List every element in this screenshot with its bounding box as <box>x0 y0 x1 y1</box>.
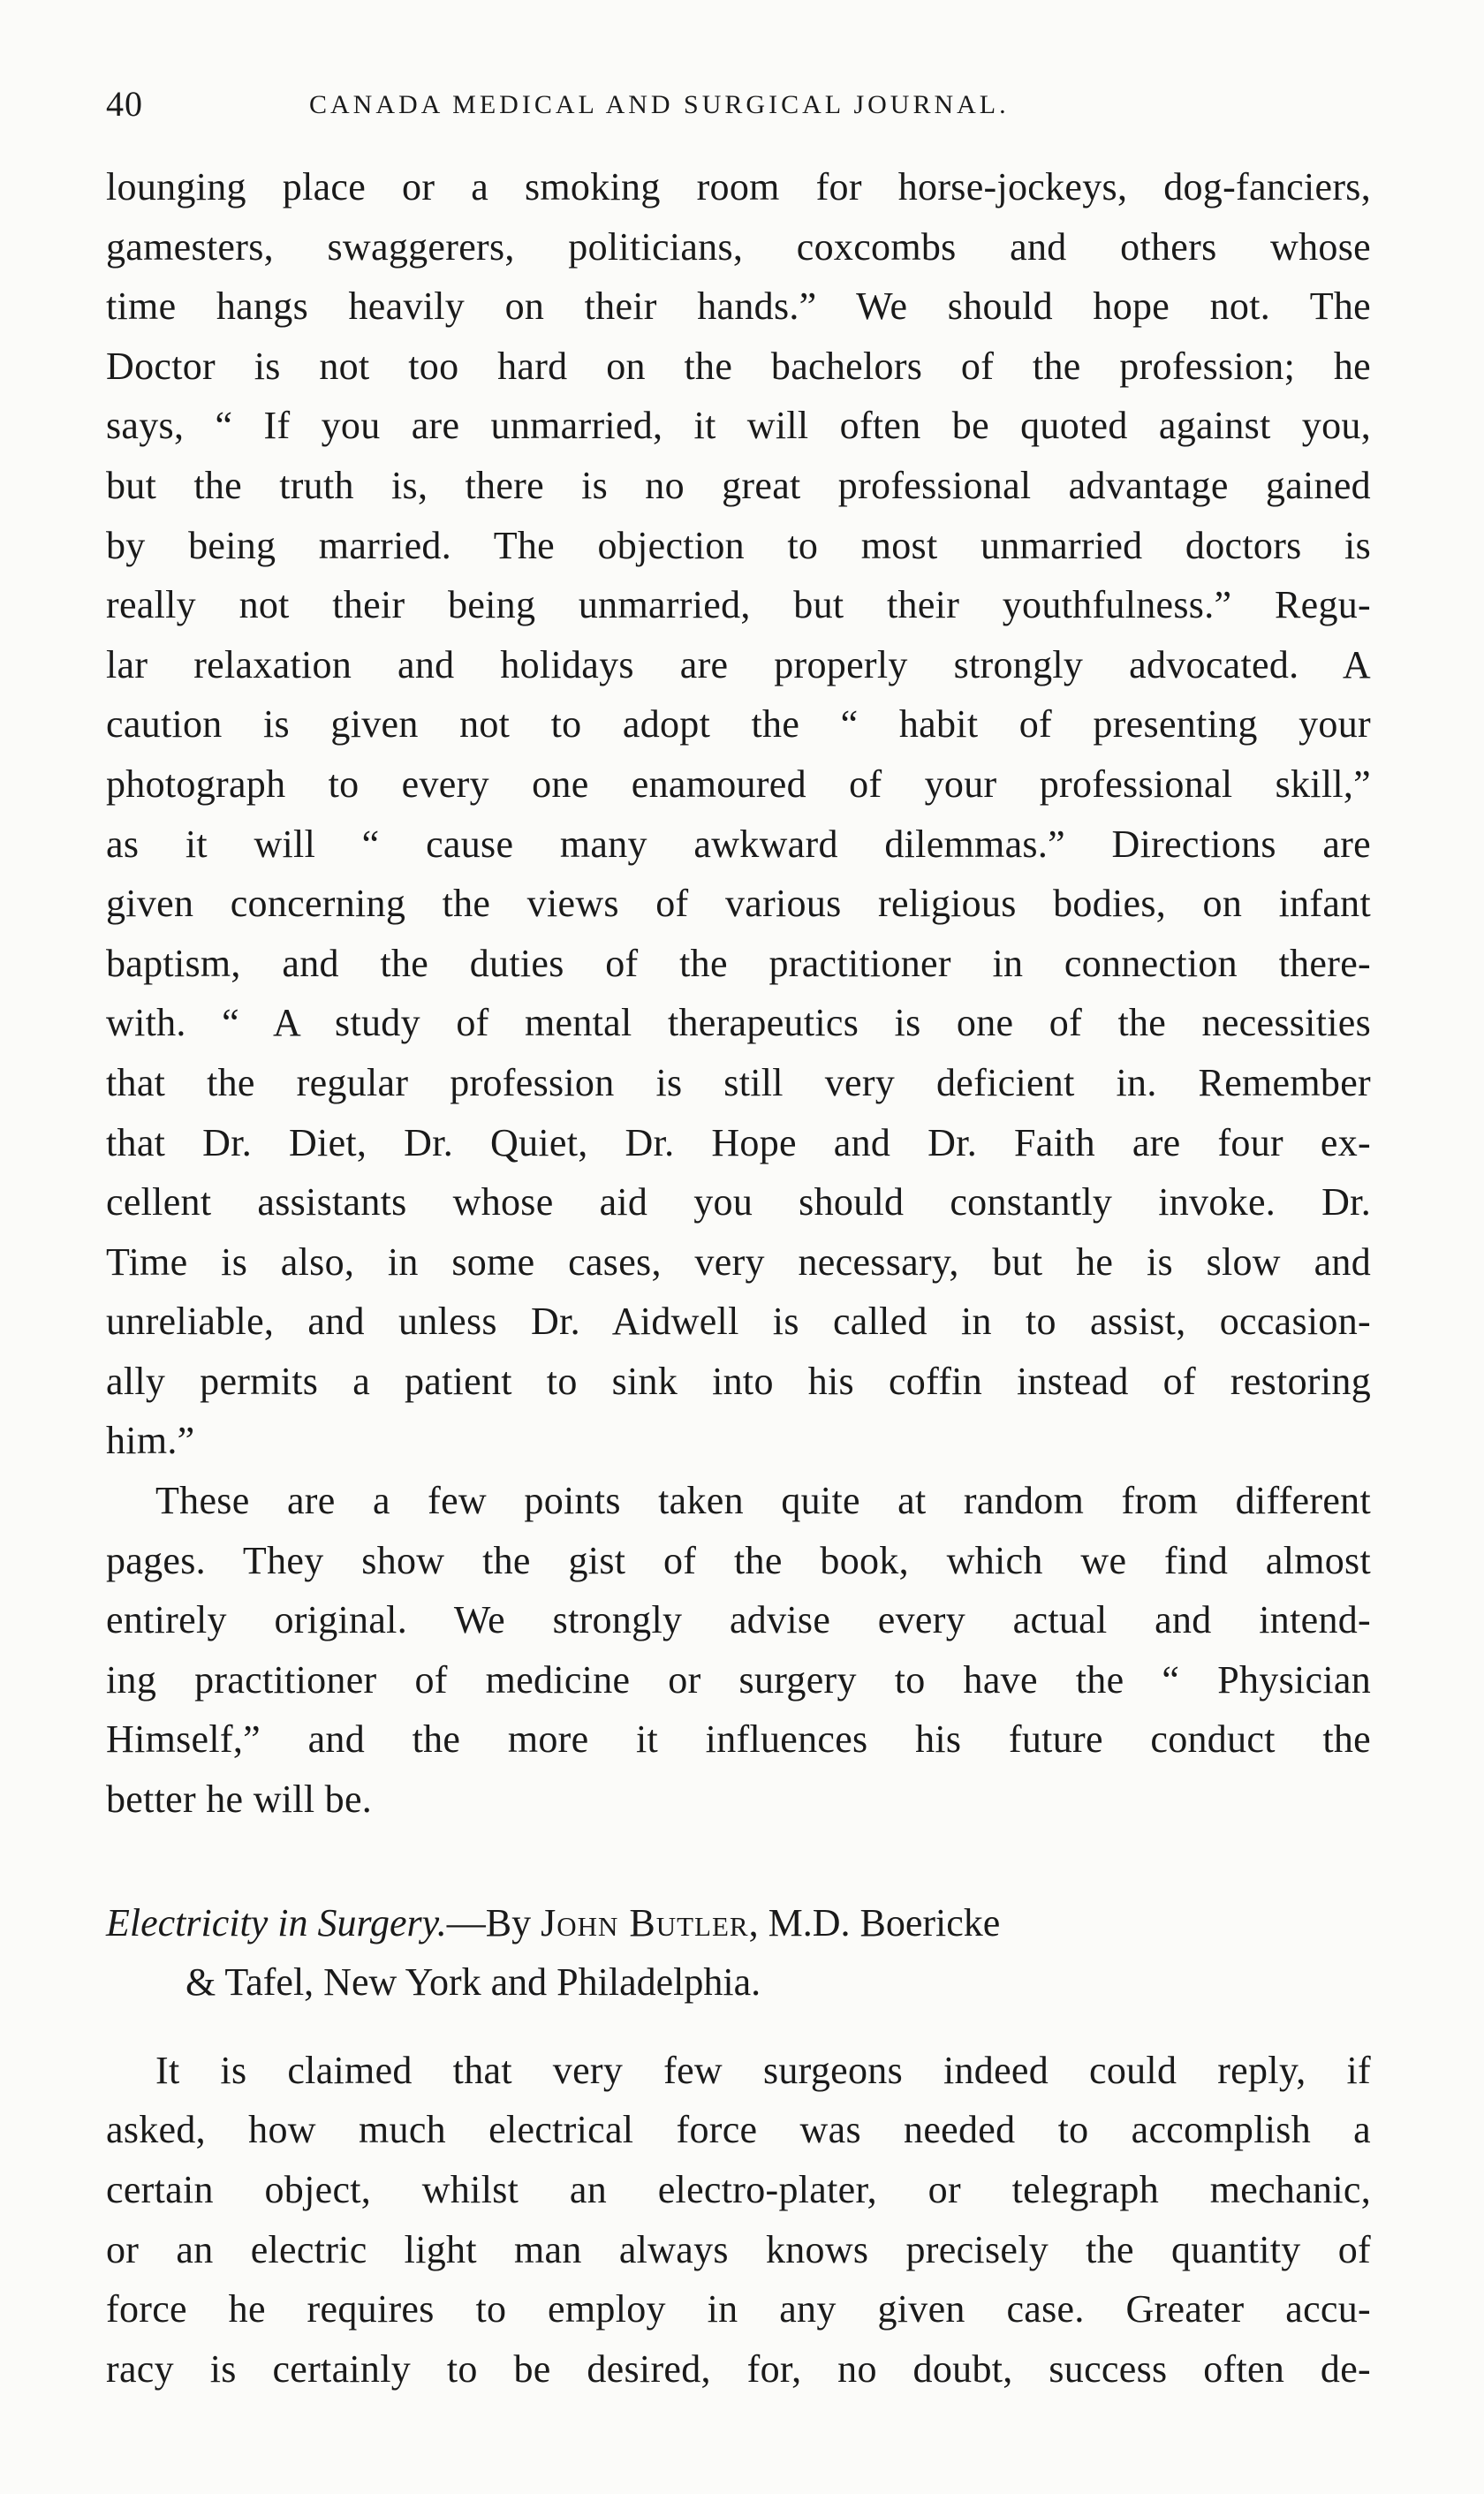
text-line: entirely original. We strongly advise every actual and intend- <box>106 1598 1371 1642</box>
text-line: that Dr. Diet, Dr. Quiet, Dr. Hope and Dr. Faith are four ex- <box>106 1120 1371 1164</box>
text-line: as it will “ cause many awkward dilemmas.” Directions are <box>106 822 1371 866</box>
text-line: photograph to every one enamoured of your professional skill,” <box>106 762 1371 806</box>
text-line: him.” <box>106 1419 195 1463</box>
text-line: or an electric light man always knows precisely the quantity of <box>106 2227 1371 2271</box>
paragraph-first-line: It is claimed that very few surgeons indeed could reply, if <box>155 2048 1371 2092</box>
text-line: that the regular profession is still very deficient in. Remember <box>106 1060 1371 1104</box>
text-line: time hangs heavily on their hands.” We should hope not. The <box>106 284 1371 329</box>
body-text <box>106 157 1371 2399</box>
page-number: 40 <box>106 84 143 124</box>
text-line: Doctor is not too hard on the bachelors of the profession; he <box>106 344 1371 388</box>
section-spacer <box>106 1830 1371 1893</box>
text-line: gamesters, swaggerers, politicians, coxcombs and others whose <box>106 224 1371 269</box>
text-line: by being married. The objection to most unmarried doctors is <box>106 523 1371 567</box>
text-line: certain object, whilst an electro-plater, or telegraph mechanic, <box>106 2168 1371 2211</box>
text-line: better he will be. <box>106 1778 373 1822</box>
text-line: Himself,” and the more it influences his future conduct the <box>106 1717 1371 1762</box>
paragraph-spacer <box>106 2013 1371 2041</box>
text-line: unreliable, and unless Dr. Aidwell is called in to assist, occasion- <box>106 1300 1371 1344</box>
text-line: pages. They show the gist of the book, which we find almost <box>106 1538 1371 1582</box>
text-line: lar relaxation and holidays are properly strongly advocated. A <box>106 642 1371 686</box>
text-line: given concerning the views of various religious bodies, on infant <box>106 882 1371 926</box>
text-line: but the truth is, there is no great professional advantage gained <box>106 463 1371 507</box>
book-author: John Butler <box>541 1900 749 1944</box>
text-line: cellent assistants whose aid you should constantly invoke. Dr. <box>106 1180 1371 1224</box>
running-head <box>106 83 1378 136</box>
text-line: baptism, and the duties of the practitioner in connection there- <box>106 941 1371 985</box>
text-line: racy is certainly to be desired, for, no doubt, success often de- <box>106 2346 1371 2391</box>
review-heading-continued: & Tafel, New York and Philadelphia. <box>186 1960 761 2005</box>
text-line: ing practitioner of medicine or surgery to have the “ Physician <box>106 1657 1371 1702</box>
heading-publisher: , M.D. Boericke <box>748 1900 1001 1944</box>
journal-title: CANADA MEDICAL AND SURGICAL JOURNAL. <box>309 90 1010 119</box>
review-heading <box>106 1893 1371 1953</box>
text-line: really not their being unmarried, but their youthfulness.” Regu- <box>106 583 1371 627</box>
text-line: ally permits a patient to sink into his coffin instead of restoring <box>106 1359 1371 1403</box>
text-line: Time is also, in some cases, very necessary, but he is slow and <box>106 1239 1371 1284</box>
text-line: says, “ If you are unmarried, it will often be quoted against you, <box>106 404 1371 448</box>
text-line: with. “ A study of mental therapeutics is one of the necessities <box>106 1001 1371 1045</box>
paragraph-first-line: These are a few points taken quite at random from different <box>155 1479 1371 1523</box>
text-line: force he requires to employ in any given case. Greater accu- <box>106 2287 1371 2331</box>
text-line: asked, how much electrical force was needed to accomplish a <box>106 2108 1371 2152</box>
text-line: caution is given not to adopt the “ habit of presenting your <box>106 702 1371 747</box>
text-line: lounging place or a smoking room for horse-jockeys, dog-fanciers, <box>106 165 1371 208</box>
review-electricity-in-surgery <box>106 1893 1371 2399</box>
heading-by: —By <box>446 1900 541 1944</box>
book-title: Electricity in Surgery. <box>106 1900 447 1944</box>
review-physician-himself-continued <box>106 157 1371 1830</box>
